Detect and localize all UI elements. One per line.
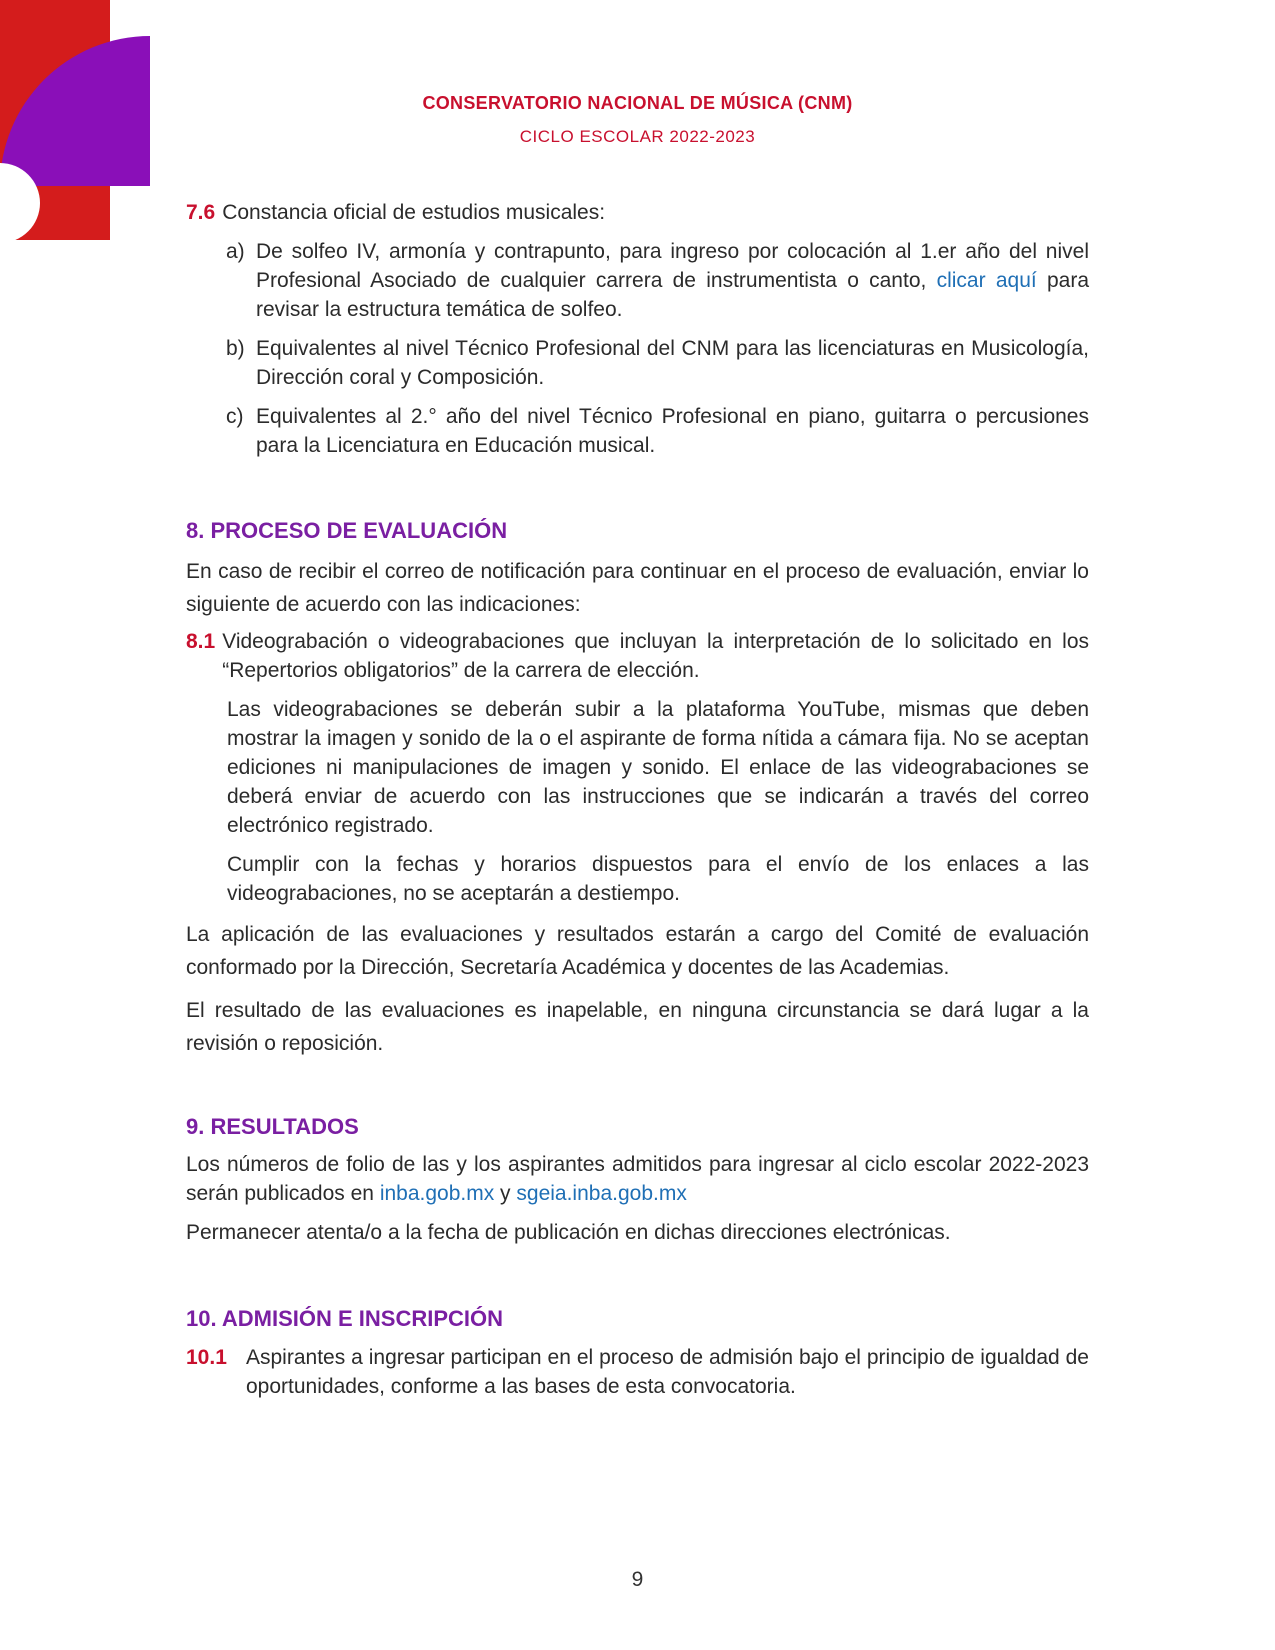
sgeia-link[interactable]: sgeia.inba.gob.mx (516, 1182, 687, 1205)
list-item-a (226, 237, 1089, 324)
solfeo-link[interactable]: clicar aquí (936, 269, 1037, 292)
page-header (0, 93, 1275, 147)
section-8-1-paragraph: Cumplir con la fechas y horarios dispuestos para el envío de los enlaces a las videograbaciones, no se aceptarán a destiempo. (227, 853, 1089, 905)
item-text: Aspirantes a ingresar participan en el proceso de admisión bajo el principio de igualdad de oportunidades, conforme a las bases de esta convocatoria. (246, 1346, 1089, 1398)
section-10-1 (186, 1343, 1089, 1401)
document-body (186, 198, 1089, 1401)
results-paragraph (186, 1150, 1089, 1208)
committee-paragraph: La aplicación de las evaluaciones y resultados estarán a cargo del Comité de evaluación conformado por la Dirección, Secretaría Académica y docentes de las Academias. (186, 923, 1089, 979)
item-number: 10.1 (186, 1346, 227, 1369)
school-cycle: CICLO ESCOLAR 2022-2023 (519, 127, 756, 146)
section-8-1 (186, 627, 1089, 685)
section-8-1-paragraph: Las videograbaciones se deberán subir a la plataforma YouTube, mismas que deben mostrar la imagen y sonido de la o el aspirante de forma nítida a cámara fija. No se aceptan ediciones ni manipulaciones de imagen y sonido. El enlace de las videograbaciones se deberá enviar de acuerdo con las instrucciones que se indicarán a través del correo electrónico registrado. (227, 698, 1089, 837)
institution-title: CONSERVATORIO NACIONAL DE MÚSICA (CNM) (422, 93, 853, 113)
item-text: Videograbación o videograbaciones que incluyan la interpretación de lo solicitado en los “Repertorios obligatorios” de la carrera de elección. (222, 630, 1089, 682)
list-text: Equivalentes al nivel Técnico Profesional del CNM para las licenciaturas en Musicología, Dirección coral y Composición. (256, 337, 1089, 389)
section-8-heading: 8. PROCESO DE EVALUACIÓN (186, 518, 508, 543)
list-text: De solfeo IV, armonía y contrapunto, para ingreso por colocación al 1.er año del nivel Profesional Asociado de cualquier carrera de instrumentista o canto, (256, 240, 1089, 292)
attention-paragraph: Permanecer atenta/o a la fecha de publicación en dichas direcciones electrónicas. (186, 1221, 951, 1244)
list-letter: a) (226, 240, 245, 263)
page-number: 9 (631, 1568, 644, 1591)
item-number: 7.6 (186, 201, 216, 224)
list-text: para revisar la estructura temática de solfeo. (256, 269, 1089, 321)
list-item-c (226, 402, 1089, 460)
inba-link[interactable]: inba.gob.mx (379, 1182, 495, 1205)
list-text: Equivalentes al 2.° año del nivel Técnico Profesional en piano, guitarra o percusiones para la Licenciatura en Educación musical. (256, 405, 1089, 457)
item-title: Constancia oficial de estudios musicales: (222, 201, 606, 224)
list-letter: c) (226, 405, 244, 428)
list-letter: b) (226, 337, 245, 360)
section-8-intro: En caso de recibir el correo de notificación para continuar en el proceso de evaluación, enviar lo siguiente de acuerdo con las indicaciones: (186, 560, 1089, 616)
section-10-heading: 10. ADMISIÓN E INSCRIPCIÓN (186, 1306, 504, 1331)
result-paragraph: El resultado de las evaluaciones es inapelable, en ninguna circunstancia se dará lugar a la revisión o reposición. (186, 999, 1089, 1055)
list-item-b (226, 334, 1089, 392)
section-9-heading: 9. RESULTADOS (186, 1114, 359, 1139)
section-7-6 (186, 198, 1089, 227)
results-text: Los números de folio de las y los aspirantes admitidos para ingresar al ciclo escolar 2022-2023 serán publicados en (186, 1153, 1089, 1205)
item-number: 8.1 (186, 630, 216, 653)
results-text: y (494, 1182, 517, 1205)
